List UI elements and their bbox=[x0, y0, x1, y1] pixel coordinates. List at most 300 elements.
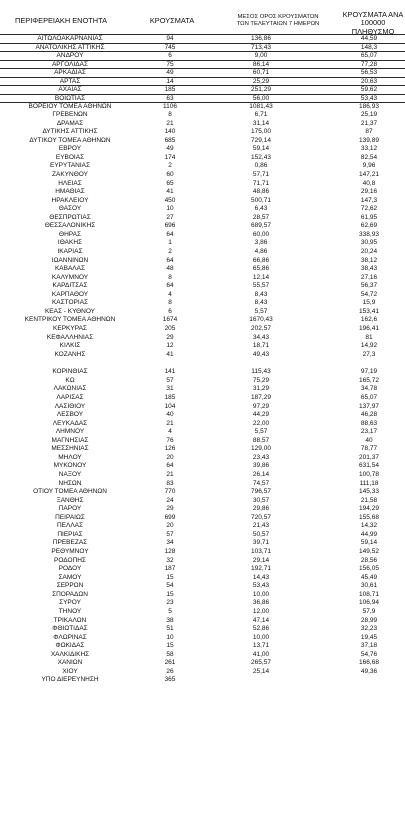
cell-avg-7-days: 12,00 bbox=[252, 607, 270, 615]
cell-avg-7-days: 202,57 bbox=[251, 325, 271, 333]
cell-region: ΚΕΦΑΛΛΗΝΙΑΣ bbox=[46, 333, 94, 341]
cell-cases: 685 bbox=[164, 136, 176, 144]
cell-avg-7-days: 44,29 bbox=[252, 411, 270, 419]
cell-region: ΣΠΟΡΑΔΩΝ bbox=[52, 590, 88, 598]
cell-avg-7-days: 129,00 bbox=[251, 445, 271, 453]
cell-avg-7-days: 6,71 bbox=[254, 111, 268, 119]
cell-avg-7-days: 796,57 bbox=[251, 488, 271, 496]
table-row bbox=[0, 334, 405, 343]
cell-region: ΘΕΣΠΡΩΤΙΑΣ bbox=[49, 213, 91, 221]
cell-cases: 1 bbox=[168, 239, 172, 247]
cell-region: ΒΟΡΕΙΟΥ ΤΟΜΕΑ ΑΘΗΝΩΝ bbox=[28, 103, 112, 111]
table-row bbox=[0, 368, 405, 377]
cell-per-100000: 21,37 bbox=[360, 119, 378, 127]
cell-per-100000: 29,16 bbox=[360, 188, 378, 196]
cell-per-100000: 97,19 bbox=[360, 368, 378, 376]
cell-per-100000: 87 bbox=[365, 128, 373, 136]
cell-per-100000: 54,76 bbox=[360, 650, 378, 658]
cell-cases: 29 bbox=[166, 505, 174, 513]
cell-cases: 365 bbox=[164, 676, 176, 684]
table-row bbox=[0, 214, 405, 223]
table-row bbox=[0, 188, 405, 197]
cell-avg-7-days: 47,14 bbox=[252, 616, 270, 624]
cell-avg-7-days: 729,14 bbox=[251, 136, 271, 144]
table-row bbox=[0, 642, 405, 651]
cell-per-100000: 38,43 bbox=[360, 265, 378, 273]
table-row bbox=[0, 265, 405, 274]
cell-avg-7-days: 88,57 bbox=[252, 436, 270, 444]
cell-per-100000: 186,93 bbox=[359, 103, 379, 111]
table-row bbox=[0, 248, 405, 257]
cell-cases: 75 bbox=[166, 60, 174, 68]
cell-per-100000: 81 bbox=[365, 333, 373, 341]
cell-region: ΠΙΕΡΙΑΣ bbox=[57, 530, 83, 538]
cell-avg-7-days: 50,57 bbox=[252, 530, 270, 538]
cell-cases: 49 bbox=[166, 69, 174, 77]
cell-avg-7-days: 30,57 bbox=[252, 496, 270, 504]
table-row bbox=[0, 291, 405, 300]
table-row bbox=[0, 222, 405, 231]
cell-avg-7-days: 49,43 bbox=[252, 350, 270, 358]
table-row bbox=[0, 377, 405, 386]
cell-region: ΧΙΟΥ bbox=[62, 667, 78, 675]
cell-avg-7-days: 53,43 bbox=[252, 582, 270, 590]
cell-avg-7-days: 14,43 bbox=[252, 573, 270, 581]
table-row bbox=[0, 634, 405, 643]
cell-cases: 15 bbox=[166, 590, 174, 598]
cell-avg-7-days: 251,29 bbox=[251, 86, 271, 94]
cell-cases: 48 bbox=[166, 265, 174, 273]
cell-region: ΥΠΟ ΔΙΕΡΕΥΝΗΣΗ bbox=[41, 676, 99, 684]
cell-region: ΡΕΘΥΜΝΟΥ bbox=[51, 548, 89, 556]
cell-avg-7-days: 26,14 bbox=[252, 471, 270, 478]
cell-cases: 126 bbox=[164, 445, 176, 453]
cell-avg-7-days: 21,43 bbox=[252, 522, 270, 530]
cell-cases: 38 bbox=[166, 616, 174, 624]
cell-per-100000: 100,78 bbox=[359, 471, 379, 478]
cell-per-100000: 28,56 bbox=[360, 556, 378, 564]
cell-per-100000: 34,78 bbox=[360, 385, 378, 393]
cell-region: ΛΕΥΚΑΔΑΣ bbox=[52, 419, 88, 427]
table-row bbox=[0, 668, 405, 677]
cell-avg-7-days: 59,14 bbox=[252, 145, 270, 153]
cell-cases: 34 bbox=[166, 539, 174, 547]
table-row bbox=[0, 137, 405, 146]
table-row bbox=[0, 385, 405, 394]
cell-per-100000: 153,41 bbox=[359, 307, 379, 315]
cell-per-100000: 49,36 bbox=[360, 667, 378, 675]
cell-cases: 23 bbox=[166, 599, 174, 607]
cell-per-100000: 631,54 bbox=[359, 462, 379, 470]
table-row bbox=[0, 316, 405, 325]
cell-per-100000: 108,71 bbox=[359, 590, 379, 598]
cell-per-100000: 19,45 bbox=[360, 633, 378, 641]
cell-per-100000: 78,77 bbox=[360, 445, 378, 453]
cell-cases: 4 bbox=[168, 428, 172, 436]
cell-cases: 8 bbox=[168, 273, 172, 281]
cell-region: ΡΟΔΟΥ bbox=[58, 565, 82, 573]
cell-region: ΑΧΑΪΑΣ bbox=[58, 86, 82, 94]
cell-region: ΚΑΡΠΑΘΟΥ bbox=[51, 290, 89, 298]
cell-avg-7-days: 187,29 bbox=[251, 393, 271, 401]
cell-avg-7-days: 8,43 bbox=[254, 290, 268, 298]
cell-avg-7-days: 31,14 bbox=[252, 119, 270, 127]
cell-cases: 20 bbox=[166, 453, 174, 461]
table-row bbox=[0, 325, 405, 334]
cell-per-100000: 88,63 bbox=[360, 419, 378, 427]
cell-avg-7-days: 29,86 bbox=[252, 505, 270, 513]
cell-per-100000: 32,23 bbox=[360, 625, 378, 633]
cell-per-100000: 27,3 bbox=[362, 350, 376, 358]
cell-per-100000: 20,63 bbox=[360, 77, 378, 85]
cell-cases: 1674 bbox=[162, 316, 178, 324]
cell-per-100000: 82,54 bbox=[360, 153, 378, 161]
cell-region: ΤΗΝΟΥ bbox=[58, 607, 82, 615]
cell-region: ΛΑΡΙΣΑΣ bbox=[56, 393, 84, 401]
table-row bbox=[0, 145, 405, 154]
table-row bbox=[0, 239, 405, 248]
cell-cases: 64 bbox=[166, 462, 174, 470]
cell-cases: 57 bbox=[166, 376, 174, 384]
cell-per-100000: 9,96 bbox=[362, 162, 376, 170]
cell-per-100000: 21,58 bbox=[360, 496, 378, 504]
cell-avg-7-days: 265,57 bbox=[251, 659, 271, 667]
cell-avg-7-days: 25,14 bbox=[252, 667, 270, 675]
cell-cases: 1106 bbox=[163, 103, 177, 111]
cell-per-100000: 162,6 bbox=[360, 316, 378, 324]
cell-cases: 8 bbox=[168, 111, 172, 119]
table-row bbox=[0, 205, 405, 214]
cell-avg-7-days: 29,14 bbox=[252, 556, 270, 564]
cell-avg-7-days: 192,71 bbox=[251, 565, 271, 573]
cell-region: ΧΑΝΙΩΝ bbox=[57, 659, 83, 667]
cell-avg-7-days: 23,43 bbox=[252, 453, 270, 461]
table-row bbox=[0, 676, 405, 685]
cell-per-100000: 148,3 bbox=[360, 43, 378, 51]
cell-per-100000: 145,33 bbox=[359, 488, 379, 496]
cell-region: ΞΑΝΘΗΣ bbox=[56, 496, 84, 504]
cell-per-100000: 201,37 bbox=[359, 453, 379, 461]
cell-region: ΚΑΡΔΙΤΣΑΣ bbox=[52, 282, 88, 290]
table-row bbox=[0, 480, 405, 489]
cell-avg-7-days: 720,57 bbox=[251, 513, 271, 521]
table-row bbox=[0, 505, 405, 514]
table-row bbox=[0, 111, 405, 120]
table-row bbox=[0, 557, 405, 566]
table-row bbox=[0, 197, 405, 206]
cell-per-100000: 46,28 bbox=[360, 411, 378, 419]
cell-avg-7-days: 55,57 bbox=[252, 282, 270, 290]
cell-per-100000: 23,17 bbox=[360, 428, 378, 436]
cell-region: ΚΕΑΣ - ΚΥΘΝΟΥ bbox=[44, 307, 96, 315]
cell-cases: 83 bbox=[166, 479, 174, 487]
cell-cases: 2 bbox=[168, 162, 172, 170]
cell-per-100000: 25,19 bbox=[360, 111, 378, 119]
cell-per-100000: 139,89 bbox=[359, 136, 379, 144]
cell-per-100000: 72,62 bbox=[360, 205, 378, 213]
cell-cases: 4 bbox=[168, 290, 172, 298]
cell-avg-7-days: 39,86 bbox=[252, 462, 270, 470]
cell-region: ΔΥΤΙΚΗΣ ΑΤΤΙΚΗΣ bbox=[42, 128, 98, 136]
cell-cases: 185 bbox=[164, 86, 176, 94]
cell-cases: 64 bbox=[166, 282, 174, 290]
table-row bbox=[0, 531, 405, 540]
table-row bbox=[0, 282, 405, 291]
cell-avg-7-days: 36,86 bbox=[252, 599, 270, 607]
cell-region: ΚΕΡΚΥΡΑΣ bbox=[53, 325, 87, 333]
table-row bbox=[0, 257, 405, 266]
table-row bbox=[0, 394, 405, 403]
table-row bbox=[0, 308, 405, 317]
cell-region: ΣΕΡΡΩΝ bbox=[56, 582, 84, 590]
cell-avg-7-days: 60,71 bbox=[252, 69, 270, 77]
cell-per-100000: 56,37 bbox=[360, 282, 378, 290]
cell-per-100000: 165,72 bbox=[359, 376, 379, 384]
cell-region: ΤΡΙΚΑΛΩΝ bbox=[53, 616, 87, 624]
cell-per-100000: 28,99 bbox=[360, 616, 378, 624]
cell-region: ΒΟΙΩΤΙΑΣ bbox=[54, 94, 86, 102]
table-row bbox=[0, 231, 405, 240]
cell-region: ΚΟΡΙΝΘΙΑΣ bbox=[52, 368, 88, 376]
table-row bbox=[0, 120, 405, 129]
cell-cases: 140 bbox=[164, 128, 176, 136]
cell-avg-7-days: 34,43 bbox=[252, 333, 270, 341]
cell-per-100000: 111,18 bbox=[359, 479, 379, 487]
cell-avg-7-days: 3,86 bbox=[254, 239, 268, 247]
cell-per-100000: 53,43 bbox=[360, 94, 378, 102]
cell-cases: 21 bbox=[166, 471, 174, 478]
table-row bbox=[0, 591, 405, 600]
table-row bbox=[0, 420, 405, 429]
table-row bbox=[0, 497, 405, 506]
cell-per-100000: 44,99 bbox=[360, 530, 378, 538]
table-row bbox=[0, 351, 405, 360]
cell-avg-7-days: 713,43 bbox=[251, 43, 271, 51]
cell-per-100000: 106,94 bbox=[359, 599, 379, 607]
table-row bbox=[0, 548, 405, 557]
cell-avg-7-days: 97,29 bbox=[252, 402, 270, 410]
table-row bbox=[0, 539, 405, 548]
cell-per-100000: 30,95 bbox=[360, 239, 378, 247]
cell-region: ΚΕΝΤΡΙΚΟΥ ΤΟΜΕΑ ΑΘΗΝΩΝ bbox=[24, 316, 116, 324]
cell-avg-7-days: 115,43 bbox=[251, 368, 271, 376]
cell-region: ΛΑΣΙΘΙΟΥ bbox=[54, 402, 86, 410]
cell-cases: 54 bbox=[166, 582, 174, 590]
cell-region: ΘΕΣΣΑΛΟΝΙΚΗΣ bbox=[44, 222, 96, 230]
cell-region: ΛΕΣΒΟΥ bbox=[56, 411, 84, 419]
cell-region: ΙΘΑΚΗΣ bbox=[57, 239, 83, 247]
cell-region: ΝΗΣΩΝ bbox=[58, 479, 82, 487]
cell-avg-7-days: 41,00 bbox=[252, 650, 270, 658]
cell-per-100000: 65,07 bbox=[360, 52, 378, 60]
cell-per-100000: 194,29 bbox=[359, 505, 379, 513]
cell-per-100000: 338,93 bbox=[359, 230, 379, 238]
cell-region: ΘΗΡΑΣ bbox=[59, 230, 81, 238]
cell-region: ΑΡΓΟΛΙΔΑΣ bbox=[51, 60, 89, 68]
cell-cases: 15 bbox=[166, 573, 174, 581]
cell-region: ΔΥΤΙΚΟΥ ΤΟΜΕΑ ΑΘΗΝΩΝ bbox=[29, 136, 111, 144]
cell-per-100000: 38,12 bbox=[360, 256, 378, 264]
cell-avg-7-days: 18,71 bbox=[252, 342, 270, 350]
cell-region: ΚΑΒΑΛΑΣ bbox=[54, 265, 86, 273]
header-per-line1: ΚΡΟΥΣΜΑΤΑ ΑΝΑ 100000 bbox=[342, 10, 404, 28]
cell-per-100000: 59,62 bbox=[360, 86, 378, 94]
table-row bbox=[0, 462, 405, 471]
table-row bbox=[0, 514, 405, 523]
cell-per-100000: 137,97 bbox=[359, 402, 379, 410]
cell-cases: 174 bbox=[164, 153, 176, 161]
cell-region: ΙΩΑΝΝΙΝΩΝ bbox=[51, 256, 89, 264]
table-row bbox=[0, 411, 405, 420]
cell-per-100000: 20,24 bbox=[360, 248, 378, 255]
cell-per-100000: 40 bbox=[365, 436, 373, 444]
cell-cases: 261 bbox=[164, 659, 176, 667]
cell-avg-7-days: 10,00 bbox=[252, 633, 270, 641]
cell-region: ΑΝΔΡΟΥ bbox=[56, 52, 84, 60]
cell-per-100000: 56,53 bbox=[360, 69, 378, 77]
cell-cases: 2 bbox=[168, 248, 172, 255]
cell-avg-7-days: 8,43 bbox=[254, 299, 268, 307]
table-row bbox=[0, 403, 405, 412]
cell-avg-7-days: 25,29 bbox=[252, 77, 270, 85]
cell-cases: 64 bbox=[166, 256, 174, 264]
cell-avg-7-days: 74,57 bbox=[252, 479, 270, 487]
table-row bbox=[0, 608, 405, 617]
cell-cases: 10 bbox=[166, 205, 174, 213]
cell-region: ΣΥΡΟΥ bbox=[59, 599, 81, 607]
cell-avg-7-days: 5,57 bbox=[254, 428, 268, 436]
cell-cases: 40 bbox=[166, 411, 174, 419]
cell-cases: 104 bbox=[164, 402, 176, 410]
cell-region: ΓΡΕΒΕΝΩΝ bbox=[52, 111, 88, 119]
cell-cases: 41 bbox=[166, 188, 174, 196]
cell-cases: 94 bbox=[166, 35, 174, 42]
cell-avg-7-days: 48,86 bbox=[252, 188, 270, 196]
table-row bbox=[0, 522, 405, 531]
cell-avg-7-days: 86,14 bbox=[252, 60, 270, 68]
cell-cases: 60 bbox=[166, 170, 174, 178]
cell-avg-7-days: 10,00 bbox=[252, 590, 270, 598]
cell-cases: 14 bbox=[166, 77, 174, 85]
cell-cases: 31 bbox=[166, 385, 174, 393]
cell-avg-7-days: 60,00 bbox=[252, 230, 270, 238]
cell-avg-7-days: 4,86 bbox=[254, 248, 268, 255]
cell-region: ΕΥΡΥΤΑΝΙΑΣ bbox=[49, 162, 91, 170]
cell-region: ΗΜΑΘΙΑΣ bbox=[55, 188, 85, 196]
table-row bbox=[0, 154, 405, 163]
table-row bbox=[0, 299, 405, 308]
cell-region: ΘΑΣΟΥ bbox=[58, 205, 82, 213]
cell-per-100000: 196,41 bbox=[359, 325, 379, 333]
cell-region: ΠΕΛΛΑΣ bbox=[56, 522, 84, 530]
cell-cases: 8 bbox=[168, 299, 172, 307]
cell-cases: 58 bbox=[166, 650, 174, 658]
cell-region: ΡΟΔΟΠΗΣ bbox=[54, 556, 86, 564]
cell-per-100000: 14,32 bbox=[360, 522, 378, 530]
table-row bbox=[0, 574, 405, 583]
cell-region: ΑΙΤΩΛΟΑΚΑΡΝΑΝΙΑΣ bbox=[37, 35, 103, 42]
table-row bbox=[0, 428, 405, 437]
table-row bbox=[0, 128, 405, 137]
cell-region: ΦΩΚΙΔΑΣ bbox=[55, 642, 85, 650]
cell-cases: 10 bbox=[166, 633, 174, 641]
cell-cases: 696 bbox=[164, 222, 176, 230]
table-row bbox=[0, 599, 405, 608]
cell-avg-7-days: 689,57 bbox=[251, 222, 271, 230]
cell-avg-7-days: 71,71 bbox=[252, 179, 270, 187]
cell-cases: 41 bbox=[166, 350, 174, 358]
cell-per-100000: 14,92 bbox=[360, 342, 378, 350]
cell-region: ΗΛΕΙΑΣ bbox=[58, 179, 82, 187]
cell-cases: 24 bbox=[166, 496, 174, 504]
cell-region: ΠΕΙΡΑΙΩΣ bbox=[55, 513, 85, 521]
cell-per-100000: 37,18 bbox=[360, 642, 378, 650]
table-row bbox=[0, 180, 405, 189]
header-region: ΠΕΡΙΦΕΡΕΙΑΚΗ ΕΝΟΤΗΤΑ bbox=[15, 16, 107, 25]
cell-avg-7-days: 1670,43 bbox=[249, 316, 273, 324]
cell-cases: 76 bbox=[166, 436, 174, 444]
cell-region: ΟΤΙΟΥ ΤΟΜΕΑ ΑΘΗΝΩΝ bbox=[33, 488, 107, 496]
cell-per-100000: 44,59 bbox=[360, 35, 378, 42]
cell-cases: 32 bbox=[166, 556, 174, 564]
table-row bbox=[0, 471, 405, 480]
cell-cases: 64 bbox=[166, 230, 174, 238]
cell-region: ΚΑΛΥΜΝΟΥ bbox=[51, 273, 89, 281]
table-row bbox=[0, 617, 405, 626]
cell-avg-7-days: 66,86 bbox=[252, 256, 270, 264]
cell-cases: 20 bbox=[166, 522, 174, 530]
cell-per-100000: 54,72 bbox=[360, 290, 378, 298]
cell-avg-7-days: 13,71 bbox=[252, 642, 270, 650]
cell-avg-7-days: 152,43 bbox=[251, 153, 271, 161]
cell-per-100000: 156,05 bbox=[359, 565, 379, 573]
cell-cases: 205 bbox=[164, 325, 176, 333]
cell-region: ΚΟΖΑΝΗΣ bbox=[54, 350, 86, 358]
cell-avg-7-days bbox=[206, 676, 316, 685]
cell-region: ΦΛΩΡΙΝΑΣ bbox=[53, 633, 87, 641]
cell-cases: 51 bbox=[166, 625, 174, 633]
cell-cases: 27 bbox=[166, 213, 174, 221]
cell-per-100000: 59,14 bbox=[360, 539, 378, 547]
cell-region: ΙΚΑΡΙΑΣ bbox=[57, 248, 83, 255]
cell-cases: 745 bbox=[164, 43, 176, 51]
cell-cases: 5 bbox=[168, 607, 172, 615]
cell-region: ΕΥΒΟΙΑΣ bbox=[55, 153, 85, 161]
header-avg-line2: ΤΩΝ ΤΕΛΕΥΤΑΙΩΝ 7 ΗΜΕΡΩΝ bbox=[236, 21, 320, 27]
cell-avg-7-days: 500,71 bbox=[251, 196, 271, 204]
cell-cases: 57 bbox=[166, 530, 174, 538]
table-row bbox=[0, 488, 405, 497]
cell-region: ΕΒΡΟΥ bbox=[58, 145, 82, 153]
cell-region: ΧΑΛΚΙΔΙΚΗΣ bbox=[50, 650, 90, 658]
cell-region: ΚΙΛΚΙΣ bbox=[59, 342, 81, 350]
cell-region: ΜΥΚΟΝΟΥ bbox=[53, 462, 87, 470]
cell-region: ΜΑΓΝΗΣΙΑΣ bbox=[51, 436, 89, 444]
cell-avg-7-days: 9,00 bbox=[254, 52, 268, 60]
cell-region: ΗΡΑΚΛΕΙΟΥ bbox=[51, 196, 89, 204]
cell-per-100000: 61,95 bbox=[360, 213, 378, 221]
cell-avg-7-days: 75,29 bbox=[252, 376, 270, 384]
cell-region: ΚΑΣΤΟΡΙΑΣ bbox=[51, 299, 89, 307]
cell-region: ΛΑΚΩΝΙΑΣ bbox=[53, 385, 87, 393]
cell-cases: 15 bbox=[166, 642, 174, 650]
cell-avg-7-days: 5,57 bbox=[254, 307, 268, 315]
table-row bbox=[0, 342, 405, 351]
cell-avg-7-days: 56,00 bbox=[252, 94, 270, 102]
table-row bbox=[0, 659, 405, 668]
table-row bbox=[0, 454, 405, 463]
cell-region: ΠΡΕΒΕΖΑΣ bbox=[52, 539, 88, 547]
